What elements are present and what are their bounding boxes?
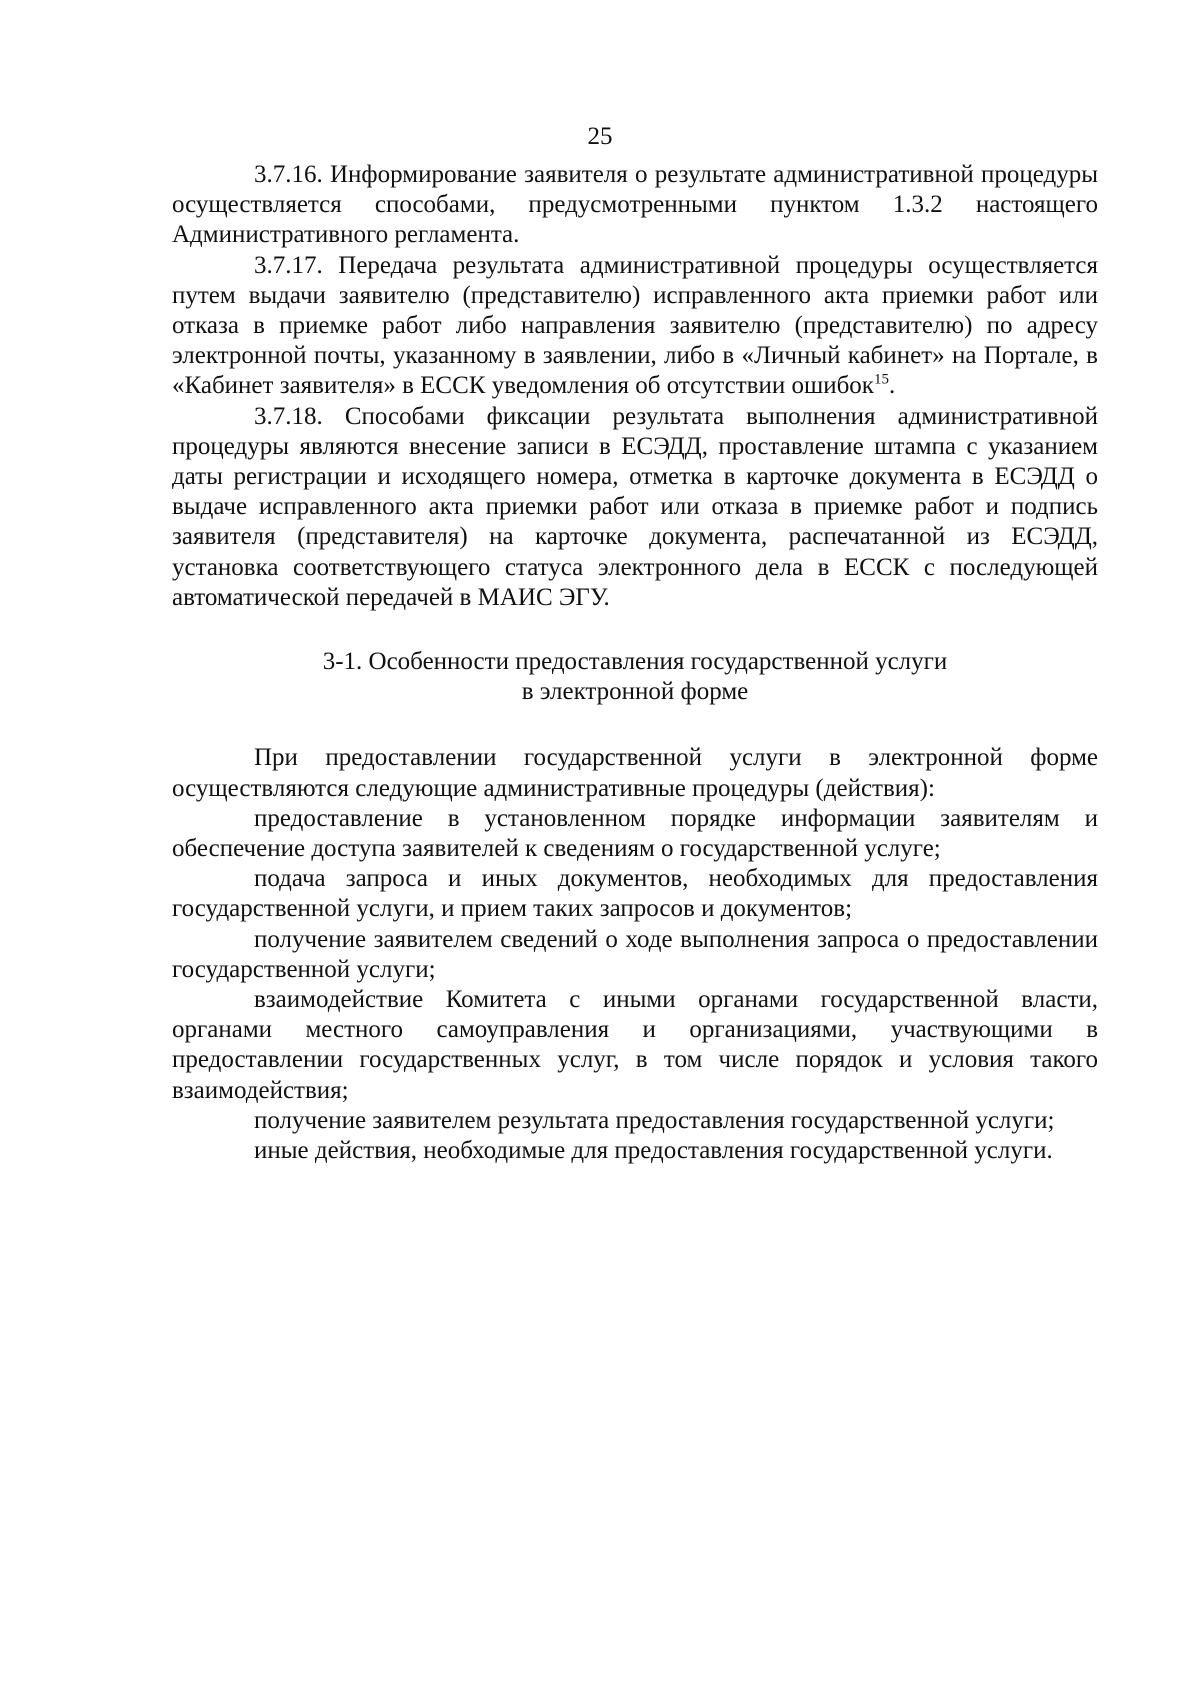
paragraph-3-7-18: 3.7.18. Способами фиксации результата выполнения административной процедуры являются внесение записи в ЕСЭДД, проставление штампа с указанием даты регистрации и исходящего номера, отметка в карточке документа в ЕСЭДД о выдаче исправленного акта приемки работ или отказа в приемке работ и подпись заявителя (представителя) на карточке документа, распечатанной из ЕСЭДД, установка соответствующего статуса электронного дела в ЕССК с последующей автоматической передачей в МАИС ЭГУ. [172,402,1098,611]
page-number: 25 [587,123,613,150]
list-item-other-actions: иные действия, необходимые для предоставления государственной услуги. [254,1137,1053,1165]
list-item-result: получение заявителем результата предоставления государственной услуги; [254,1106,1055,1134]
list-item-status: получение заявителем сведений о ходе выполнения запроса о предоставлении государственной услуги; [172,925,1098,983]
list-item-information: предоставление в установленном порядке информации заявителям и обеспечение доступа заявителей к сведениям о государственной услуге; [172,804,1098,863]
paragraph-3-7-16: 3.7.16. Информирование заявителя о результате административной процедуры осуществляется способами, предусмотренными пунктом 1.3.2 настоящего Административного регламента. [172,161,1098,249]
document-body [172,160,1098,1166]
section-heading [172,647,1098,707]
paragraph-3-7-17-tail: . [888,372,896,400]
paragraph-intro: При предоставлении государственной услуги в электронной форме осуществляются следующие административные процедуры (действия): [172,744,1098,802]
list-item-submission: подача запроса и иных документов, необходимых для предоставления государственной услуги, и прием таких запросов и документов; [172,865,1098,923]
section-heading-line-2: в электронной форме [521,678,749,706]
paragraph-3-7-17-text: 3.7.17. Передача результата административной процедуры осуществляется путем выдачи заявителю (представителю) исправленного акта приемки работ или отказа в приемке работ либо направления заявителю (представителю) по адресу электронной почты, указанному в заявлении, либо в «Личный кабинет» на Портале, в «Кабинет заявителя» в ЕССК уведомления об отсутствии ошибок [172,251,1098,400]
footnote-reference: 15 [873,372,889,389]
list-item-interaction: взаимодействие Комитета с иными органами государственной власти, органами местного самоуправления и организациями, участвующими в предоставлении государственных услуг, в том числе порядок и условия такого взаимодействия; [172,986,1098,1104]
section-heading-line-1: 3-1. Особенности предоставления государственной услуги [322,648,948,676]
paragraph-3-7-17 [172,251,1098,402]
section-spacer [172,707,1098,743]
